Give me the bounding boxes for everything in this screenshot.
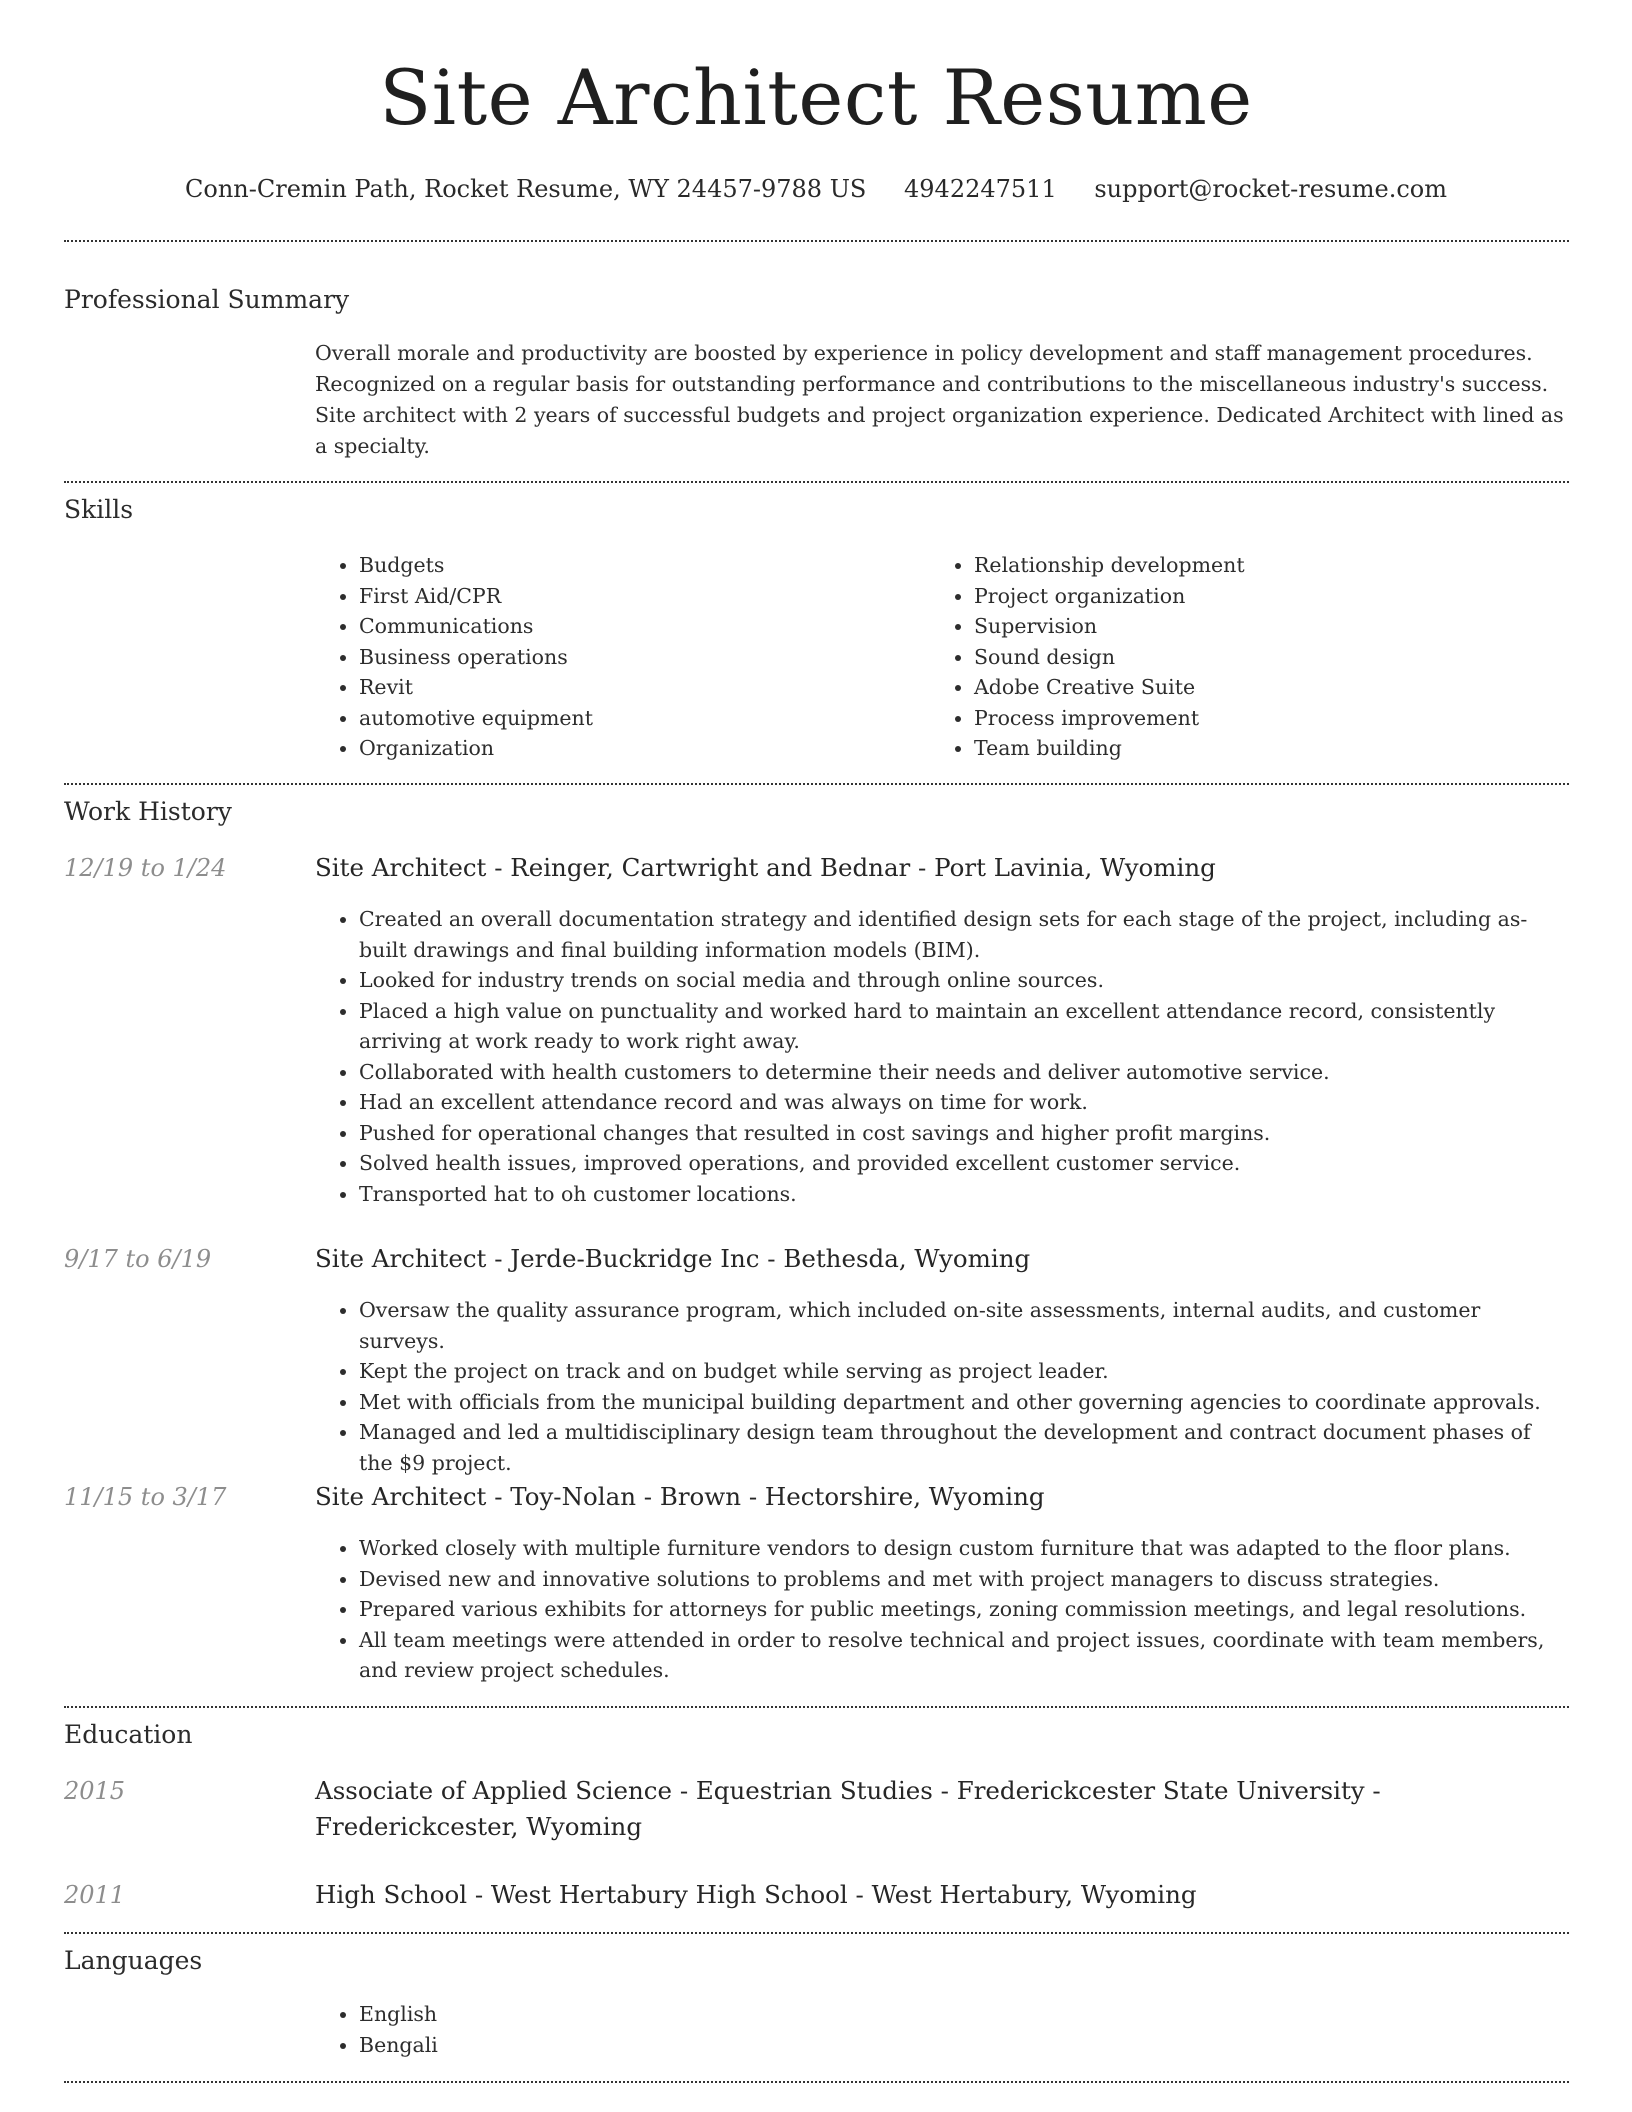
job-bullets	[315, 1533, 1569, 1686]
skills-column-right	[930, 550, 1530, 764]
skills-section	[64, 492, 1569, 772]
skill-item: • Adobe Creative Suite	[974, 672, 1530, 703]
job-bullet: • Worked closely with multiple furniture vendors to design custom furniture that was adapted to the floor plans.	[359, 1533, 1569, 1564]
section-heading-work: Work History	[64, 797, 232, 826]
skill-item: • Sound design	[974, 642, 1530, 673]
divider	[64, 481, 1569, 483]
job-bullet: • Created an overall documentation strategy and identified design sets for each stage of the project, including as-built drawings and final building information models (BIM).	[359, 904, 1569, 965]
job-dates: 9/17 to 6/19	[64, 1245, 212, 1273]
section-heading-education: Education	[64, 1720, 193, 1749]
job-bullet: • Transported hat to oh customer locations.	[359, 1179, 1569, 1210]
job-title: Site Architect - Reinger, Cartwright and Bednar - Port Lavinia, Wyoming	[315, 853, 1216, 882]
job-bullet: • Placed a high value on punctuality and worked hard to maintain an excellent attendance record, consistently arriving at work ready to work right away.	[359, 996, 1569, 1057]
work-history-section	[64, 794, 1569, 1694]
job-bullet: • Pushed for operational changes that resulted in cost savings and higher profit margins.	[359, 1118, 1569, 1149]
language-item: • Bengali	[359, 2030, 1569, 2061]
language-item: • English	[359, 1999, 1569, 2030]
skill-item: • Communications	[359, 611, 915, 642]
skill-item: • Process improvement	[974, 703, 1530, 734]
education-section	[64, 1717, 1569, 1927]
education-year: 2011	[64, 1881, 126, 1909]
job-bullet: • Managed and led a multidisciplinary design team throughout the development and contract document phases of the $9 project.	[359, 1417, 1569, 1478]
skill-item: • Team building	[974, 733, 1530, 764]
section-heading-skills: Skills	[64, 495, 134, 524]
summary-section	[64, 282, 1569, 462]
skill-item: • Revit	[359, 672, 915, 703]
job-bullet: • Had an excellent attendance record and was always on time for work.	[359, 1087, 1569, 1118]
skill-item: • Budgets	[359, 550, 915, 581]
section-heading-summary: Professional Summary	[64, 285, 350, 314]
skills-column-left	[315, 550, 915, 764]
divider	[64, 2081, 1569, 2083]
summary-text: Overall morale and productivity are boosted by experience in policy development and staff management procedures. Recognized on a regular basis for outstanding performance and contributions to the miscellaneous industry's success. Site architect with 2 years of successful budgets and project organization experience. Dedicated Architect with lined as a specialty.	[315, 341, 1564, 458]
education-entry: Associate of Applied Science - Equestrian Studies - Frederickcester State University - Frederickcester, Wyoming	[315, 1776, 1381, 1841]
education-entry: High School - West Hertabury High School - West Hertabury, Wyoming	[315, 1880, 1197, 1909]
divider	[64, 1706, 1569, 1708]
page-title: Site Architect Resume	[379, 53, 1253, 142]
job-bullet: • Oversaw the quality assurance program, which included on-site assessments, internal audits, and customer surveys.	[359, 1295, 1569, 1356]
job-dates: 11/15 to 3/17	[64, 1483, 227, 1511]
section-heading-languages: Languages	[64, 1946, 203, 1975]
job-bullet: • Met with officials from the municipal building department and other governing agencies to coordinate approvals.	[359, 1387, 1569, 1418]
job-dates: 12/19 to 1/24	[64, 854, 227, 882]
skill-item: • First Aid/CPR	[359, 581, 915, 612]
skill-item: • Organization	[359, 733, 915, 764]
contact-address: Conn-Cremin Path, Rocket Resume, WY 24457-9788 US	[185, 175, 867, 203]
job-bullet: • Looked for industry trends on social media and through online sources.	[359, 965, 1569, 996]
contact-line	[0, 169, 1632, 209]
job-bullet: • Devised new and innovative solutions to problems and met with project managers to discuss strategies.	[359, 1564, 1569, 1595]
languages-section	[64, 1943, 1569, 2073]
languages-list	[315, 1999, 1569, 2060]
skill-item: • automotive equipment	[359, 703, 915, 734]
job-bullets	[315, 904, 1569, 1209]
divider	[64, 1932, 1569, 1934]
job-bullets	[315, 1295, 1569, 1478]
contact-email: support@rocket-resume.com	[1094, 175, 1447, 203]
skill-item: • Supervision	[974, 611, 1530, 642]
divider	[64, 240, 1569, 242]
job-bullet: • Solved health issues, improved operations, and provided excellent customer service.	[359, 1148, 1569, 1179]
job-bullet: • All team meetings were attended in order to resolve technical and project issues, coordinate with team members, and review project schedules.	[359, 1625, 1569, 1686]
job-bullet: • Collaborated with health customers to determine their needs and deliver automotive service.	[359, 1057, 1569, 1088]
job-title: Site Architect - Jerde-Buckridge Inc - Bethesda, Wyoming	[315, 1244, 1031, 1273]
contact-phone: 4942247511	[904, 175, 1057, 203]
education-year: 2015	[64, 1777, 126, 1805]
skill-item: • Relationship development	[974, 550, 1530, 581]
skill-item: • Business operations	[359, 642, 915, 673]
job-bullet: • Kept the project on track and on budget while serving as project leader.	[359, 1356, 1569, 1387]
divider	[64, 783, 1569, 785]
job-title: Site Architect - Toy-Nolan - Brown - Hectorshire, Wyoming	[315, 1482, 1045, 1511]
job-bullet: • Prepared various exhibits for attorneys for public meetings, zoning commission meetings, and legal resolutions.	[359, 1594, 1569, 1625]
skill-item: • Project organization	[974, 581, 1530, 612]
